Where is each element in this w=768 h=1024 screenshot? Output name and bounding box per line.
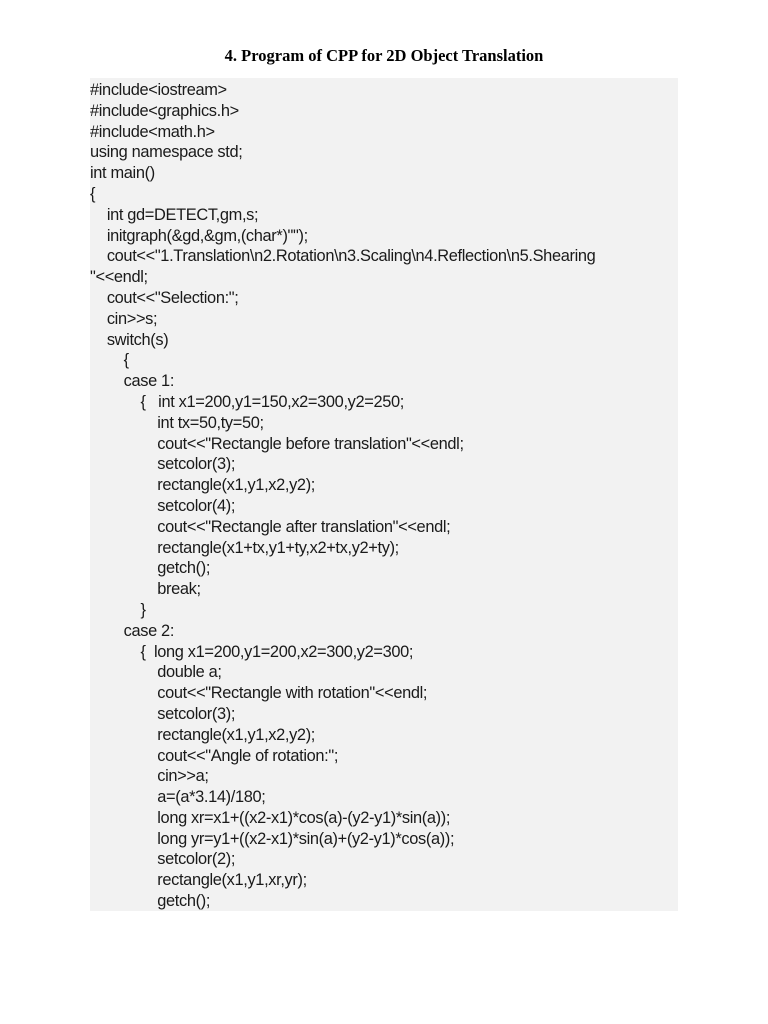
- code-line: int main(): [90, 164, 155, 183]
- code-line: { int x1=200,y1=150,x2=300,y2=250;: [90, 392, 404, 411]
- code-line: rectangle(x1,y1,xr,yr);: [90, 871, 307, 890]
- code-line: #include<graphics.h>: [90, 101, 239, 120]
- code-line: {: [90, 184, 96, 203]
- code-line: cout<<"Rectangle after translation"<<endl;: [90, 517, 451, 536]
- code-line: cout<<"Rectangle with rotation"<<endl;: [90, 684, 428, 703]
- code-line: a=(a*3.14)/180;: [90, 788, 266, 807]
- code-line: cin>>s;: [90, 309, 158, 328]
- code-line: {: [90, 351, 129, 370]
- code-line: setcolor(3);: [90, 704, 236, 723]
- code-line: setcolor(2);: [90, 850, 236, 869]
- code-line: case 2:: [90, 621, 175, 640]
- code-line: }: [90, 600, 146, 619]
- code-line: getch();: [90, 892, 211, 911]
- code-line: cout<<"Selection:";: [90, 288, 239, 307]
- code-line: cout<<"1.Translation\n2.Rotation\n3.Scaling\n4.Reflection\n5.Shearing: [90, 247, 596, 266]
- code-line: initgraph(&gd,&gm,(char*)"");: [90, 226, 308, 245]
- code-line: case 1:: [90, 372, 175, 391]
- code-line: double a;: [90, 663, 222, 682]
- code-line: { long x1=200,y1=200,x2=300,y2=300;: [90, 642, 414, 661]
- code-line: getch();: [90, 559, 211, 578]
- code-line: break;: [90, 580, 201, 599]
- code-line: long xr=x1+((x2-x1)*cos(a)-(y2-y1)*sin(a));: [90, 808, 451, 827]
- page-title: 4. Program of CPP for 2D Object Translation: [224, 46, 544, 65]
- code-line: setcolor(3);: [90, 455, 236, 474]
- code-line: using namespace std;: [90, 143, 243, 162]
- code-line: rectangle(x1,y1,x2,y2);: [90, 476, 316, 495]
- code-line: setcolor(4);: [90, 496, 236, 515]
- code-line: int tx=50,ty=50;: [90, 413, 264, 432]
- code-line: #include<iostream>: [90, 81, 227, 99]
- code-line: "<<endl;: [90, 268, 148, 287]
- code-line: long yr=y1+((x2-x1)*sin(a)+(y2-y1)*cos(a));: [90, 829, 455, 848]
- code-line: cout<<"Rectangle before translation"<<endl;: [90, 434, 464, 453]
- code-line: cin>>a;: [90, 767, 209, 786]
- code-line: switch(s): [90, 330, 169, 349]
- code-line: #include<math.h>: [90, 122, 215, 141]
- code-line: rectangle(x1+tx,y1+ty,x2+tx,y2+ty);: [90, 538, 399, 557]
- code-line: cout<<"Angle of rotation:";: [90, 746, 339, 765]
- code-line: int gd=DETECT,gm,s;: [90, 205, 259, 224]
- code-block: [90, 78, 678, 911]
- code-line: rectangle(x1,y1,x2,y2);: [90, 725, 316, 744]
